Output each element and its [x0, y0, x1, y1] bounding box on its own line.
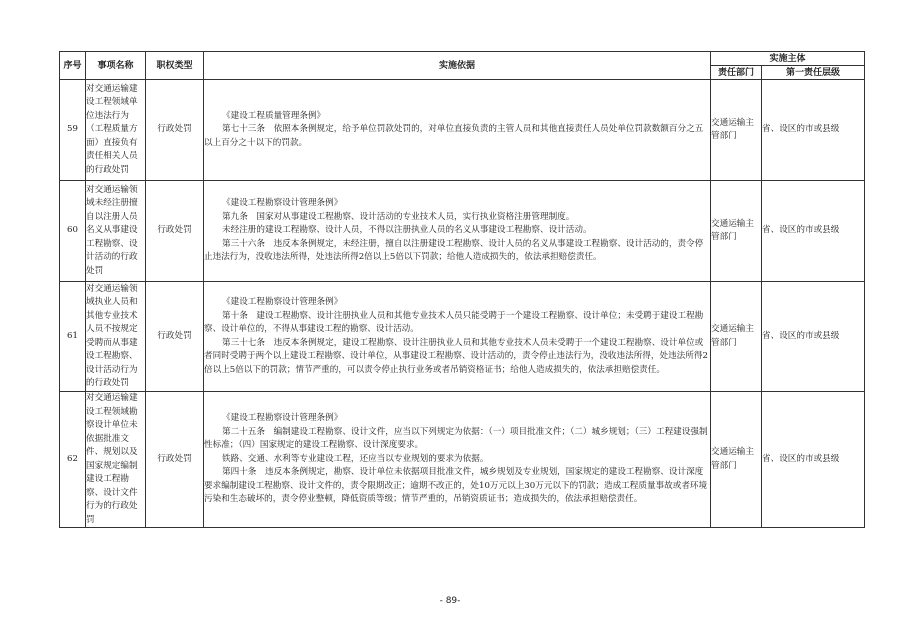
article-text: 第二十五条 编制建设工程勘察、设计文件，应当以下列规定为依据：（一）项目批准文件；（二）城乡规划；（三）工程建设强制性标准；（四）国家规定的建设工程勘察、设计深度要求。 [204, 426, 708, 451]
basis-text [204, 181, 711, 282]
item-name: 对交通运输领域执业人员和其他专业技术人员不按规定受聘而从事建设工程勘察、设计活动行为的行政处罚 [86, 282, 146, 392]
power-type: 行政处罚 [146, 80, 204, 181]
article-text: 第十条 建设工程勘察、设计注册执业人员和其他专业技术人员只能受聘于一个建设工程勘察、设计单位；未受聘于建设工程勘察、设计单位的，不得从事建设工程的勘察、设计活动。 [204, 310, 704, 334]
basis-text [204, 80, 711, 181]
responsibility-level: 省、设区的市或县级 [762, 80, 865, 181]
row-number: 62 [60, 392, 86, 528]
article-text: 铁路、交通、水利等专业建设工程，还应当以专业规划的要求为依据。 [222, 453, 489, 464]
header-power-type: 职权类型 [146, 52, 204, 80]
item-name: 对交通运输领域未经注册擅自以注册人员名义从事建设工程勘察、设计活动的行政处罚 [86, 181, 146, 282]
responsible-dept: 交通运输主管部门 [711, 392, 762, 528]
table-row [60, 282, 865, 392]
law-title: 《建设工程勘察设计管理条例》 [222, 413, 343, 424]
row-number: 60 [60, 181, 86, 282]
row-number: 59 [60, 80, 86, 181]
header-subject: 实施主体 [711, 52, 865, 66]
responsible-dept: 交通运输主管部门 [711, 80, 762, 181]
header-level: 第一责任层级 [762, 66, 865, 80]
article-text: 第九条 国家对从事建设工程勘察、设计活动的专业技术人员，实行执业资格注册管理制度。 [222, 211, 575, 222]
basis-text [204, 392, 711, 528]
responsibility-level: 省、设区的市或县级 [762, 282, 865, 392]
responsible-dept: 交通运输主管部门 [711, 181, 762, 282]
power-type: 行政处罚 [146, 181, 204, 282]
header-dept: 责任部门 [711, 66, 762, 80]
page-number: - 89- [439, 596, 461, 606]
row-number: 61 [60, 282, 86, 392]
power-type: 行政处罚 [146, 282, 204, 392]
item-name: 对交通运输建设工程领域勘察设计单位未依据批准文件、规划以及国家规定编制建设工程勘察、设计文件行为的行政处罚 [86, 392, 146, 528]
responsibility-level: 省、设区的市或县级 [762, 181, 865, 282]
enforcement-table [59, 51, 865, 528]
law-title: 《建设工程勘察设计管理条例》 [222, 297, 343, 307]
law-title: 《建设工程勘察设计管理条例》 [222, 198, 343, 209]
power-type: 行政处罚 [146, 392, 204, 528]
article-text: 未经注册的建设工程勘察、设计人员，不得以注册执业人员的名义从事建设工程勘察、设计活动。 [222, 225, 592, 236]
article-text: 第七十三条 依照本条例规定，给予单位罚款处罚的，对单位直接负责的主管人员和其他直接责任人员处单位罚款数额百分之五以上百分之十以下的罚款。 [204, 124, 704, 148]
article-text: 第三十七条 违反本条例规定，建设工程勘察、设计注册执业人员和其他专业技术人员未受聘于一个建设工程勘察、设计单位或者同时受聘于两个以上建设工程勘察、设计单位，从事建设工程勘察、设计活动的，责令停止违法行为，没收违法所得，处违法所得2倍以上5倍以下的罚款；情节严重的，可以责令停止执行业务或者吊销资格证书；给他人造成损失的，依法承担赔偿责任。 [204, 337, 708, 375]
table-row [60, 392, 865, 528]
responsibility-level: 省、设区的市或县级 [762, 392, 865, 528]
item-name: 对交通运输建设工程领域单位违法行为（工程质量方面）直接负有责任相关人员的行政处罚 [86, 80, 146, 181]
article-text: 第三十六条 违反本条例规定，未经注册，擅自以注册建设工程勘察、设计人员的名义从事建设工程勘察、设计活动的，责令停止违法行为，没收违法所得，处违法所得2倍以上5倍以下罚款；给他人造成损失的，依法承担赔偿责任。 [204, 238, 704, 263]
header-seq: 序号 [60, 52, 86, 80]
table-row [60, 80, 865, 181]
law-title: 《建设工程质量管理条例》 [222, 110, 326, 121]
table-row [60, 181, 865, 282]
header-item-name: 事项名称 [86, 52, 146, 80]
responsible-dept: 交通运输主管部门 [711, 282, 762, 392]
article-text: 第四十条 违反本条例规定，勘察、设计单位未依据项目批准文件，城乡规划及专业规划，国家规定的建设工程勘察、设计深度要求编制建设工程勘察、设计文件的，责令限期改正；逾期不改正的，处10万元以上30万元以下的罚款；造成工程质量事故或者环境污染和生态破坏的，责令停业整顿，降低资质等级；情节严重的，吊销资质证书；造成损失的，依法承担赔偿责任。 [204, 467, 708, 505]
basis-text [204, 282, 711, 392]
header-basis: 实施依据 [204, 52, 711, 80]
